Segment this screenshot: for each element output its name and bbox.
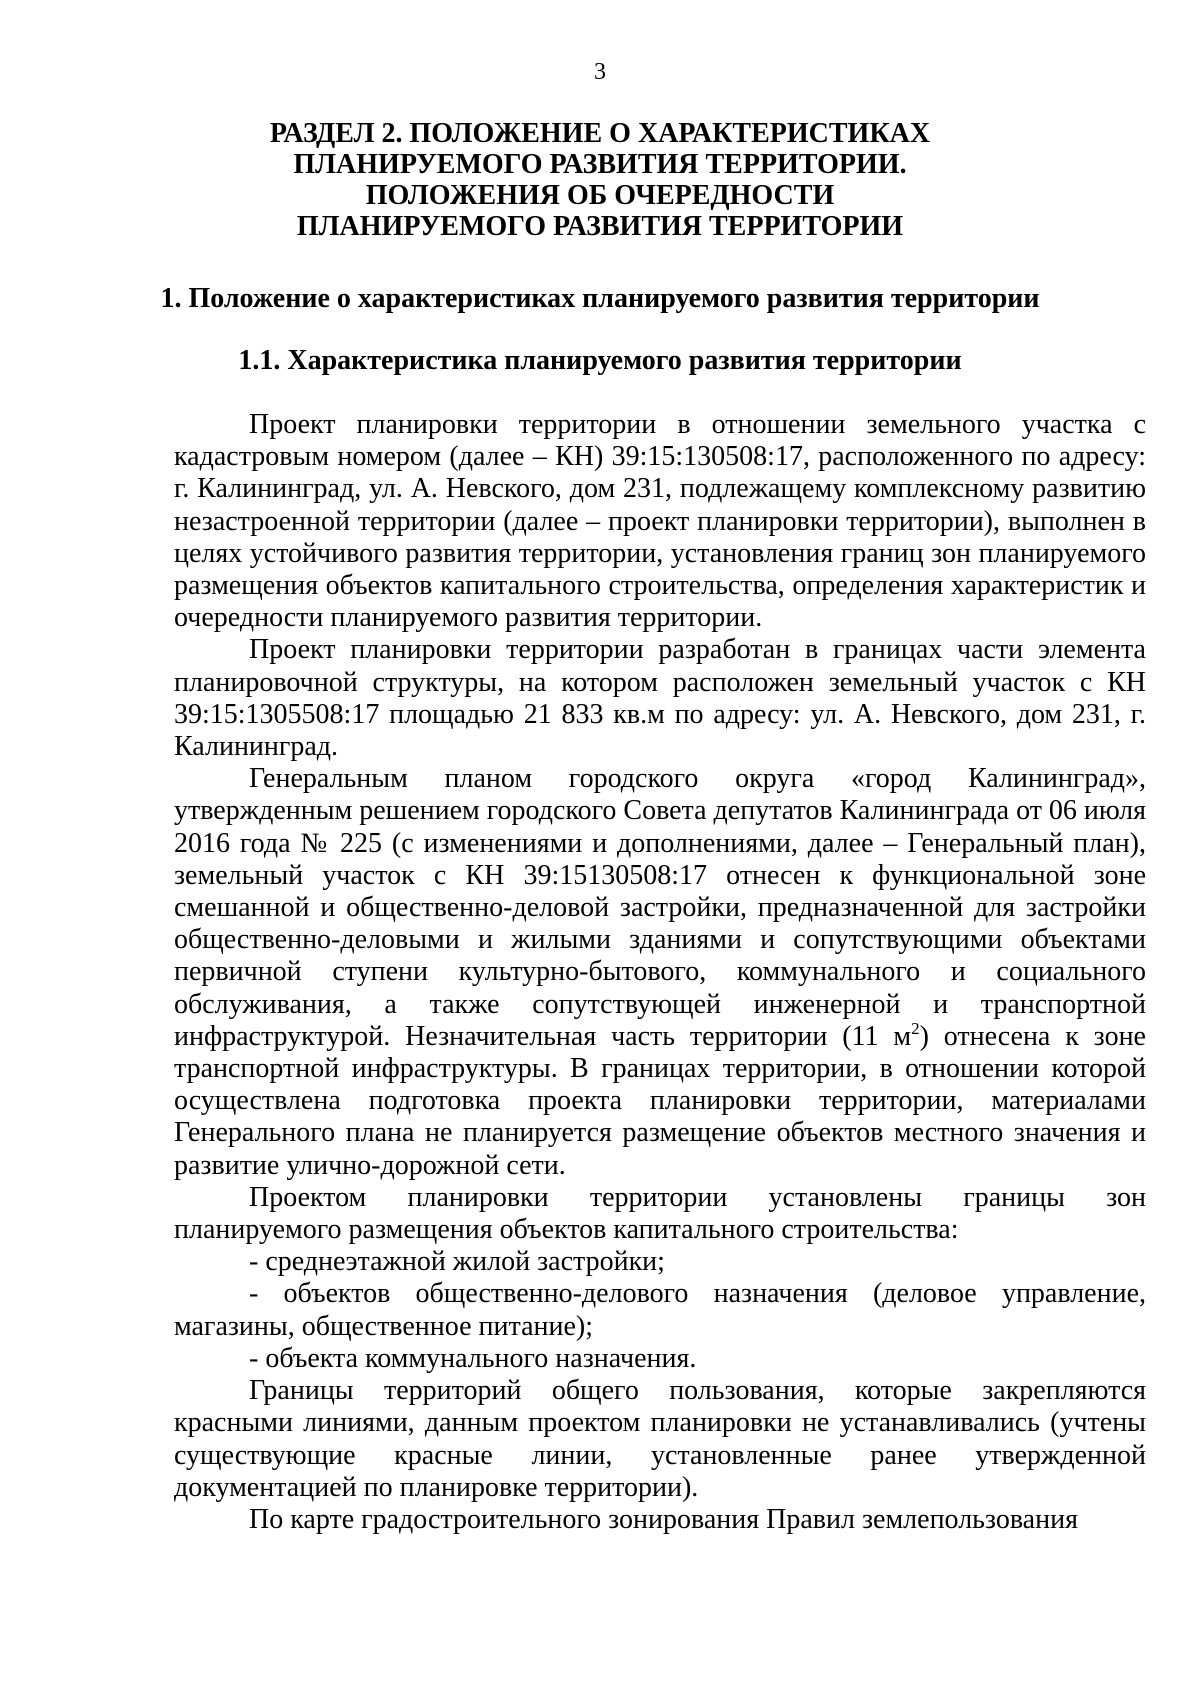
paragraph: Проект планировки территории разработан в границах части элемента планировочной структуры, на котором расположен земельный участок с КН 39:15:1305508:17 площадью 21 833 кв.м по адресу: ул. А. Невского, дом 231, г. Калининград. [174,634,1146,763]
subsection-title: 1. Положение о характеристиках планируемого развития территории [160,283,1040,314]
list-item: - объекта коммунального назначения. [249,1342,697,1374]
paragraph-text: ) отнесена к зоне транспортной инфраструктуры. В границах территории, в отношении которой осуществлена подготовка проекта планировки территории, материалами Генерального плана не планируется размещение объектов местного значения и развитие улично-дорожной сети. [174,1020,1146,1181]
superscript: 2 [911,1018,920,1038]
section-title [0,118,1200,242]
section-title-line: ПОЛОЖЕНИЯ ОБ ОЧЕРЕДНОСТИ [365,180,835,211]
section-title-line: ПЛАНИРУЕМОГО РАЗВИТИЯ ТЕРРИТОРИИ [296,211,904,242]
paragraph: Проект планировки территории в отношении земельного участка с кадастровым номером (далее – КН) 39:15:130508:17, расположенного по адресу: г. Калининград, ул. А. Невского, дом 231, подлежащему комплексному развитию незастроенной территории (далее – проект планировки территории), выполнен в целях устойчивого развития территории, установления границ зон планируемого размещения объектов капитального строительства, определения характеристик и очередности планируемого развития территории. [174,409,1146,634]
list-item: - среднеэтажной жилой застройки; [249,1246,665,1278]
document-body [174,409,1146,1536]
paragraph: Границы территорий общего пользования, которые закрепляются красными линиями, данным проектом планировки не устанавливались (учтены существующие красные линии, установленные ранее утвержденной документацией по планировке территории). [174,1375,1146,1503]
paragraph: Проектом планировки территории установлены границы зон планируемого размещения объектов капитального строительства: [174,1181,1146,1246]
section-title-line: РАЗДЕЛ 2. ПОЛОЖЕНИЕ О ХАРАКТЕРИСТИКАХ [269,118,931,149]
paragraph: По карте градостроительного зонирования Правил землепользования [249,1503,1078,1535]
section-title-line: ПЛАНИРУЕМОГО РАЗВИТИЯ ТЕРРИТОРИИ. [293,149,907,180]
list-item: - объектов общественно-делового назначения (деловое управление, магазины, общественное питание); [174,1278,1146,1342]
subsubsection-title: 1.1. Характеристика планируемого развития территории [238,345,962,376]
paragraph-text: Генеральным планом городского округа «город Калининград», утвержденным решением городского Совета депутатов Калининграда от 06 июля 2016 года № 225 (с изменениями и дополнениями, далее – Генеральный план), земельный участок с КН 39:15130508:17 отнесен к функциональной зоне смешанной и общественно-деловой застройки, предназначенной для застройки общественно-деловыми и жилыми зданиями и сопутствующими объектами первичной ступени культурно-бытового, коммунального и социального обслуживания, а также сопутствующей инженерной и транспортной инфраструктурой. Незначительная часть территории (11 м [174,763,1146,1052]
paragraph [174,763,1146,1182]
page-number: 3 [594,59,606,85]
